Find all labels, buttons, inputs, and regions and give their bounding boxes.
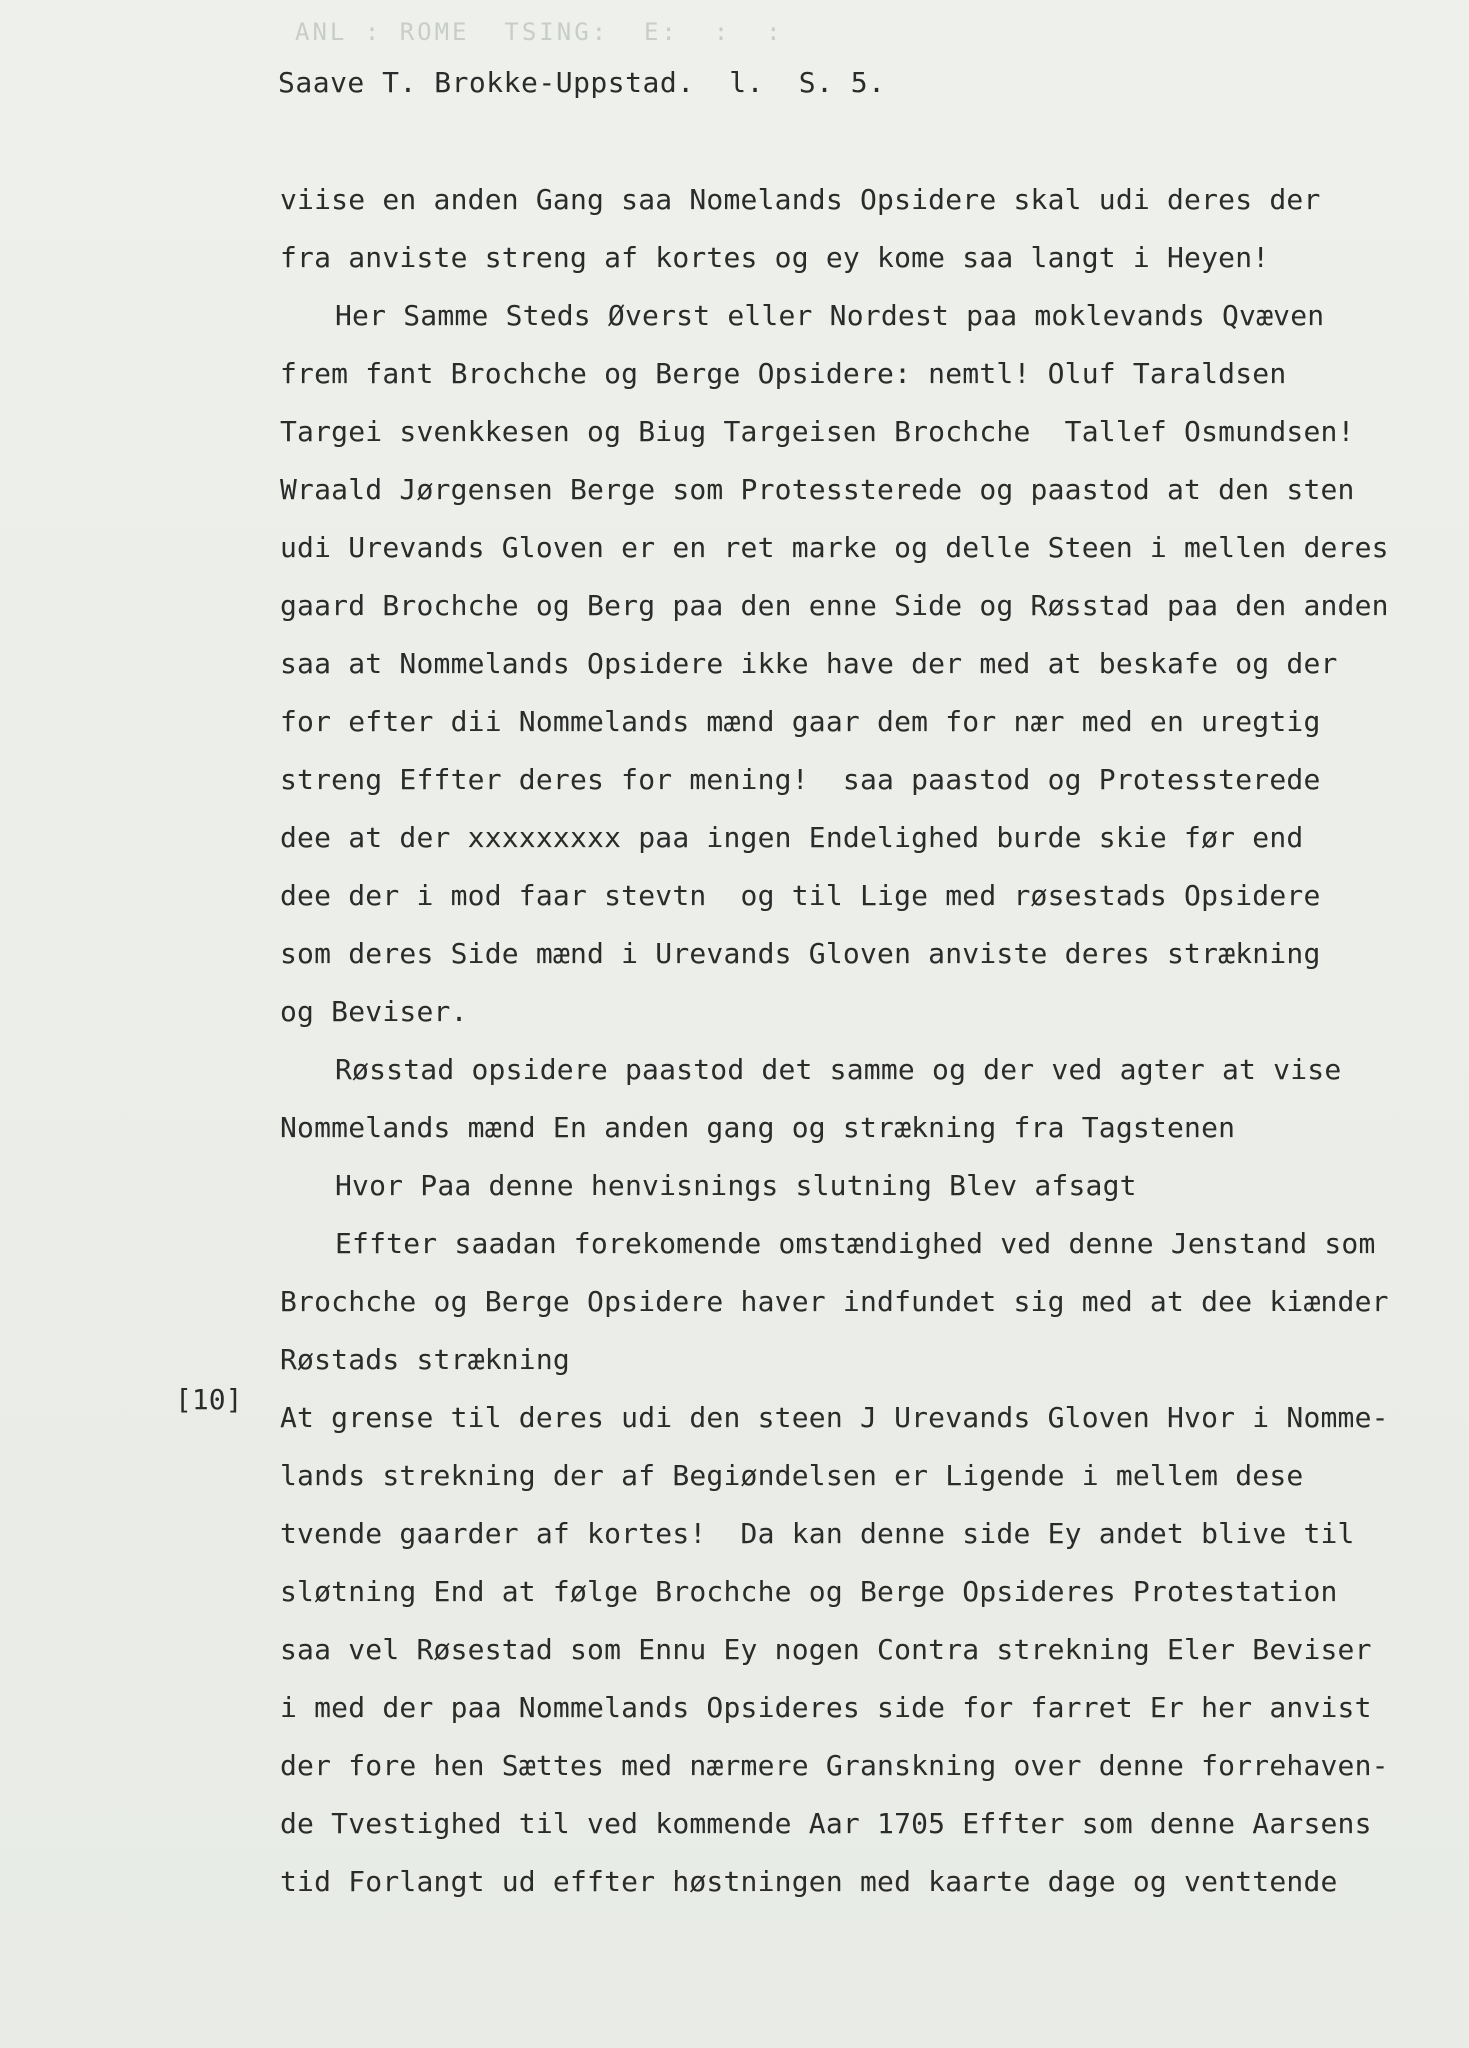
body-text (280, 171, 1440, 1969)
text-line: Hvor Paa denne henvisnings slutning Blev afsagt (335, 1169, 1137, 1202)
text-line: lands strekning der af Begiøndelsen er Ligende i mellem dese (280, 1459, 1304, 1492)
text-line: gaard Brochche og Berg paa den enne Side og Røsstad paa den anden (280, 589, 1389, 622)
text-line: Røsstad opsidere paastod det samme og der ved agter at vise (335, 1053, 1342, 1086)
text-line: fra anviste streng af kortes og ey kome saa langt i Heyen! (280, 241, 1270, 274)
text-line: tid Forlangt ud effter høstningen med kaarte dage og venttende (280, 1865, 1338, 1898)
text-line (280, 1911, 1440, 1969)
text-line: streng Effter deres for mening! saa paastod og Protessterede (280, 763, 1321, 796)
text-line: dee der i mod faar stevtn og til Lige med røsestads Opsidere (280, 879, 1321, 912)
text-line: i med der paa Nommelands Opsideres side for farret Er her anvist (280, 1691, 1372, 1724)
text-line: saa vel Røsestad som Ennu Ey nogen Contra strekning Eler Beviser (280, 1633, 1372, 1666)
text-line: dee at der xxxxxxxxx paa ingen Endelighed burde skie før end (280, 821, 1304, 854)
text-line: sløtning End at følge Brochche og Berge Opsideres Protestation (280, 1575, 1338, 1608)
text-line: saa at Nommelands Opsidere ikke have der med at beskafe og der (280, 647, 1338, 680)
text-line: Effter saadan forekomende omstændighed ved denne Jenstand som (335, 1227, 1376, 1260)
text-line: og Beviser. (280, 995, 468, 1028)
text-line: som deres Side mænd i Urevands Gloven anviste deres strækning (280, 937, 1321, 970)
text-line: Targei svenkkesen og Biug Targeisen Brochche Tallef Osmundsen! (280, 415, 1355, 448)
text-line: Røstads strækning (280, 1343, 570, 1376)
text-line: frem fant Brochche og Berge Opsidere: nemtl! Oluf Taraldsen (280, 357, 1287, 390)
text-line: viise en anden Gang saa Nomelands Opsidere skal udi deres der (280, 183, 1321, 216)
text-line: At grense til deres udi den steen J Urevands Gloven Hvor i Nomme- (280, 1401, 1389, 1434)
text-line: Nommelands mænd En anden gang og strækning fra Tagstenen (280, 1111, 1236, 1144)
text-line: Wraald Jørgensen Berge som Protessterede og paastod at den sten (280, 473, 1355, 506)
text-line: Her Samme Steds Øverst eller Nordest paa moklevands Qvæven (335, 299, 1325, 332)
text-line: de Tvestighed til ved kommende Aar 1705 Effter som denne Aarsens (280, 1807, 1372, 1840)
page-header: Saave T. Brokke-Uppstad. l. S. 5. (278, 66, 886, 99)
text-line: tvende gaarder af kortes! Da kan denne side Ey andet blive til (280, 1517, 1355, 1550)
margin-page-marker: [10] (175, 1383, 243, 1416)
text-line: der fore hen Sættes med nærmere Granskning over denne forrehaven- (280, 1749, 1389, 1782)
text-line: for efter dii Nommelands mænd gaar dem for nær med en uregtig (280, 705, 1321, 738)
text-line: Brochche og Berge Opsidere haver indfundet sig med at dee kiænder (280, 1285, 1389, 1318)
faint-bleedthrough-header: ANL : ROME TSING: E: : : (295, 18, 784, 46)
text-line: udi Urevands Gloven er en ret marke og delle Steen i mellen deres (280, 531, 1389, 564)
